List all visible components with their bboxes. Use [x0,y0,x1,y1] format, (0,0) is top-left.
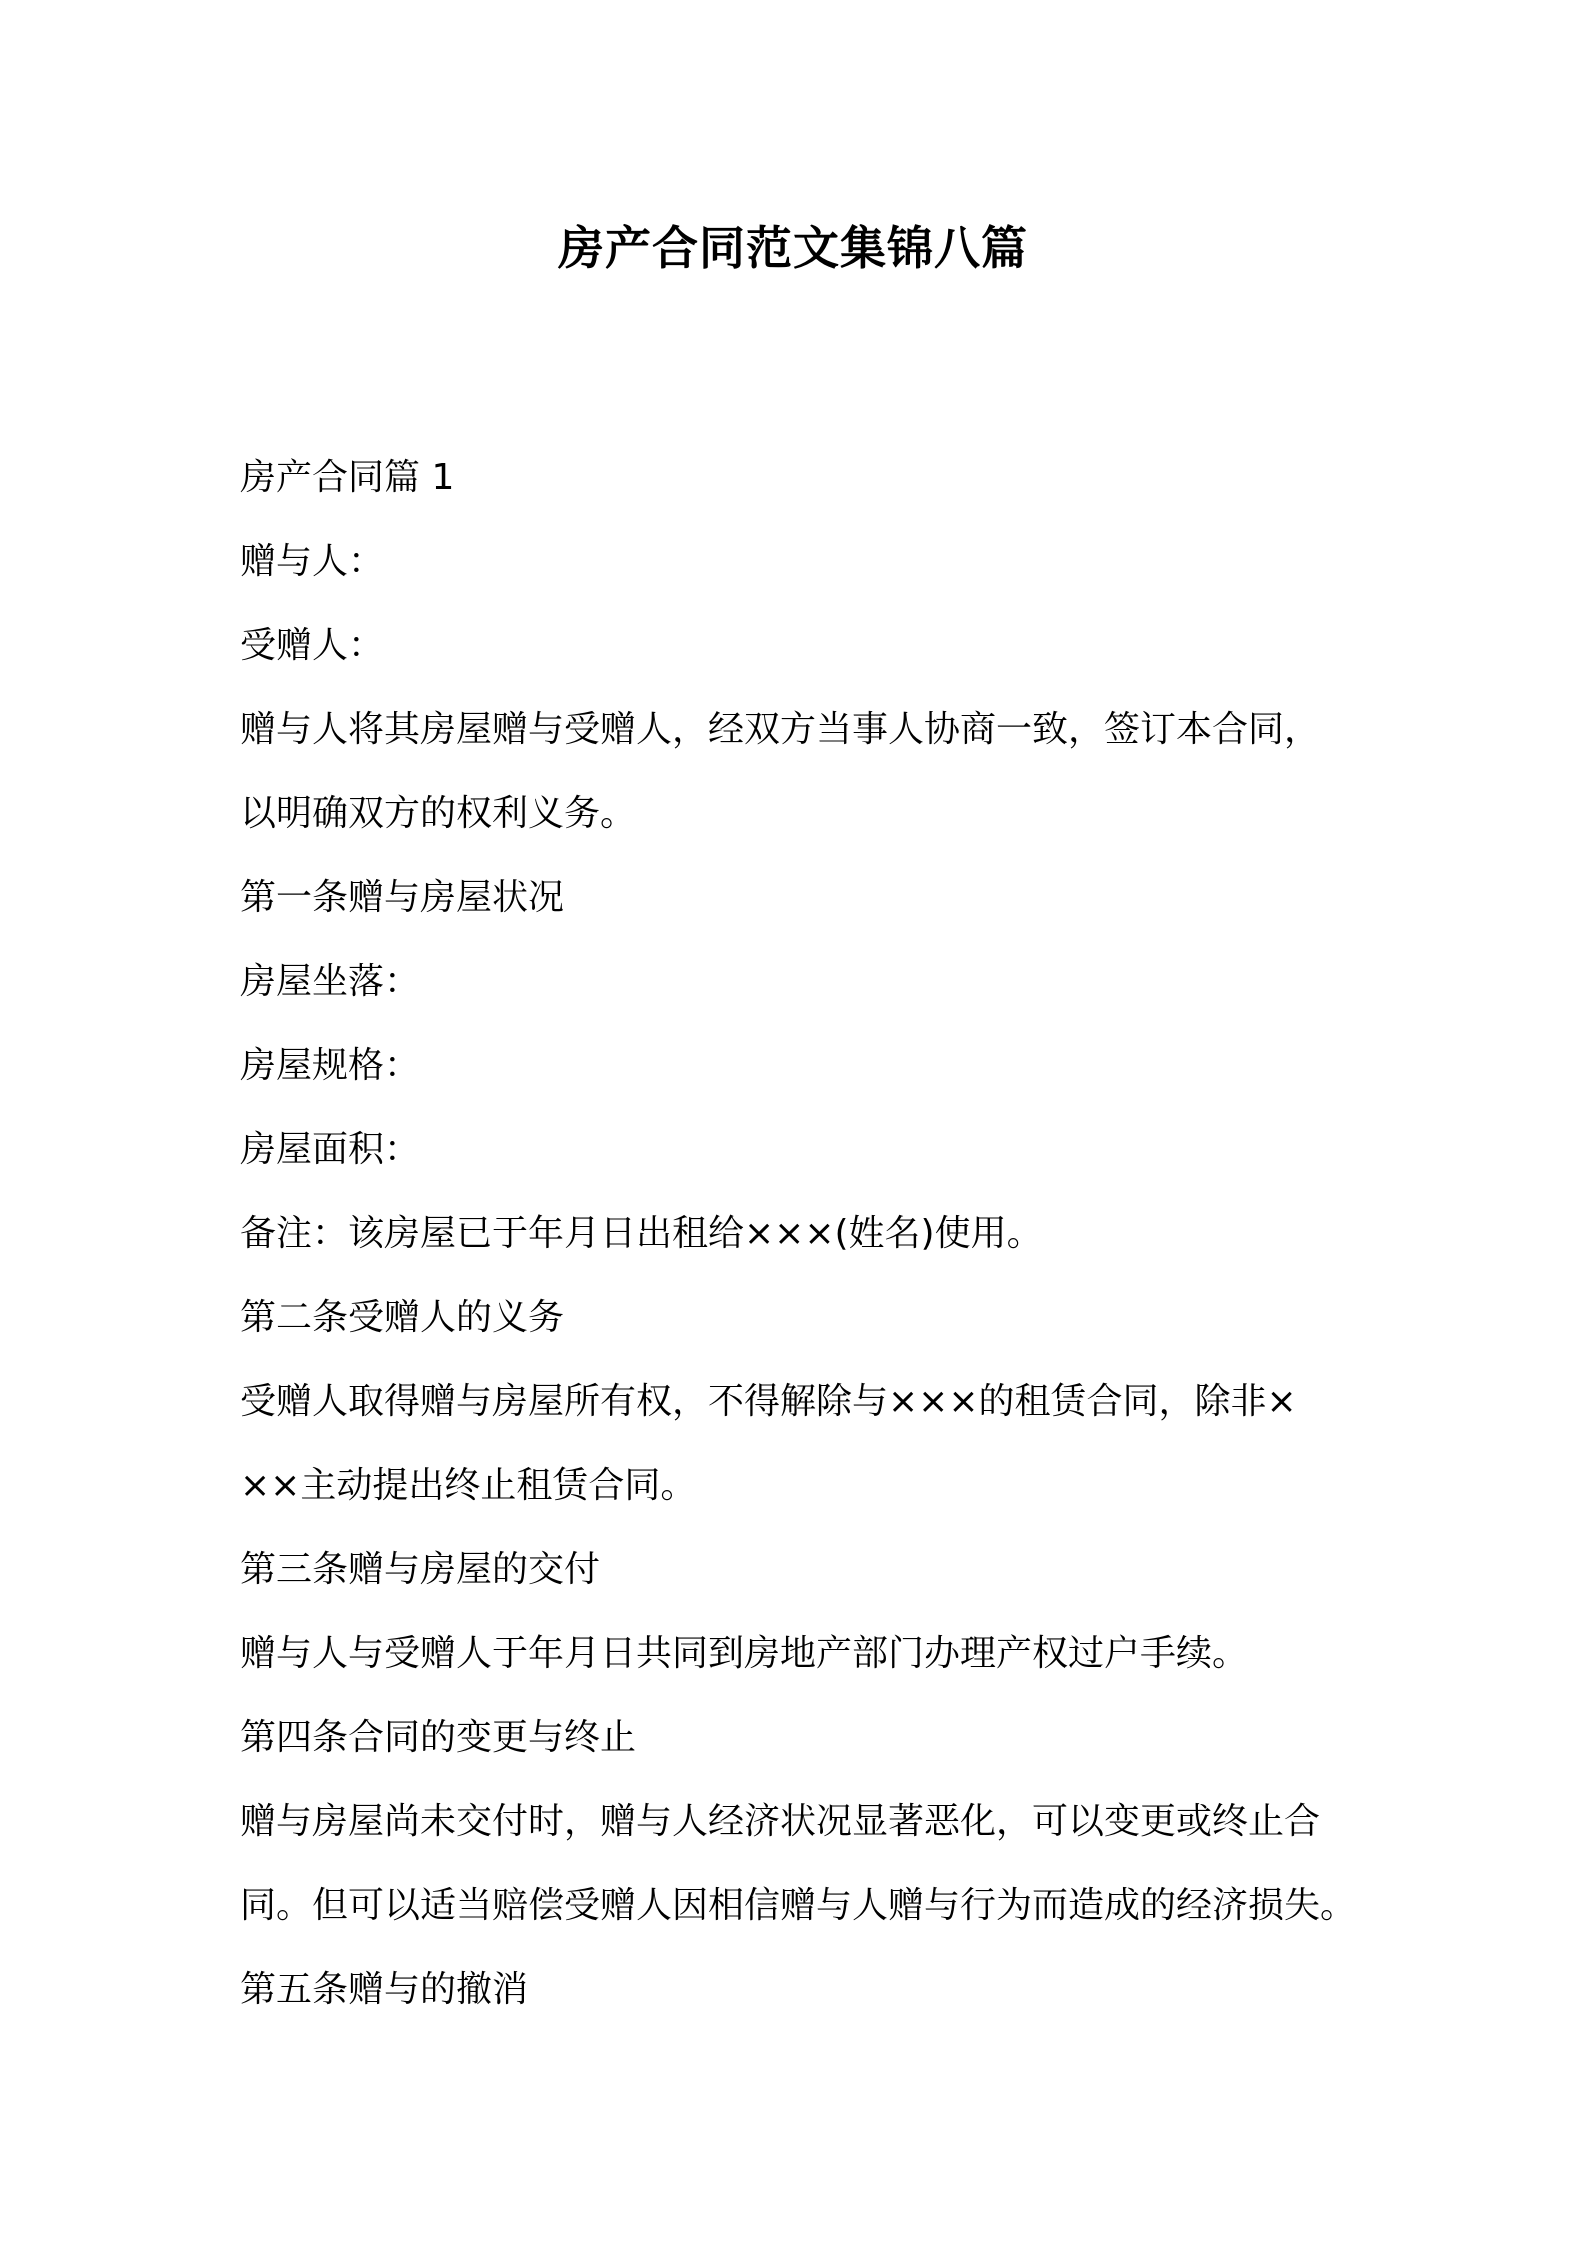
paragraph-line: 同。但可以适当赔偿受赠人因相信赠与人赠与行为而造成的经济损失。 [240,1885,1357,1926]
clause-heading: 第五条赠与的撤消 [240,1969,529,2010]
remark-line: 备注：该房屋已于年月日出租给×××(姓名)使用。 [240,1213,1043,1254]
clause-heading: 第四条合同的变更与终止 [240,1717,637,1758]
clause-heading: 第二条受赠人的义务 [240,1297,565,1338]
paragraph-line: 受赠人取得赠与房屋所有权，不得解除与×××的租赁合同，除非× [240,1381,1297,1422]
property-area-field: 房屋面积： [240,1129,421,1170]
paragraph-line: 赠与人与受赠人于年月日共同到房地产部门办理产权过户手续。 [240,1633,1249,1674]
clause-heading: 第一条赠与房屋状况 [240,877,565,918]
paragraph-line: 以明确双方的权利义务。 [240,793,637,834]
donee-field: 受赠人： [240,625,385,666]
section-heading: 房产合同篇 1 [240,457,455,498]
property-location-field: 房屋坐落： [240,961,421,1002]
donor-field: 赠与人： [240,541,385,582]
clause-heading: 第三条赠与房屋的交付 [240,1549,601,1590]
paragraph-line: 赠与房屋尚未交付时，赠与人经济状况显著恶化，可以变更或终止合 [240,1801,1321,1842]
property-spec-field: 房屋规格： [240,1045,421,1086]
paragraph-line: 赠与人将其房屋赠与受赠人，经双方当事人协商一致，签订本合同， [240,709,1321,750]
document-body [240,436,1370,2032]
page-title: 房产合同范文集锦八篇 [558,221,1028,275]
paragraph-line: ××主动提出终止租赁合同。 [240,1465,697,1506]
